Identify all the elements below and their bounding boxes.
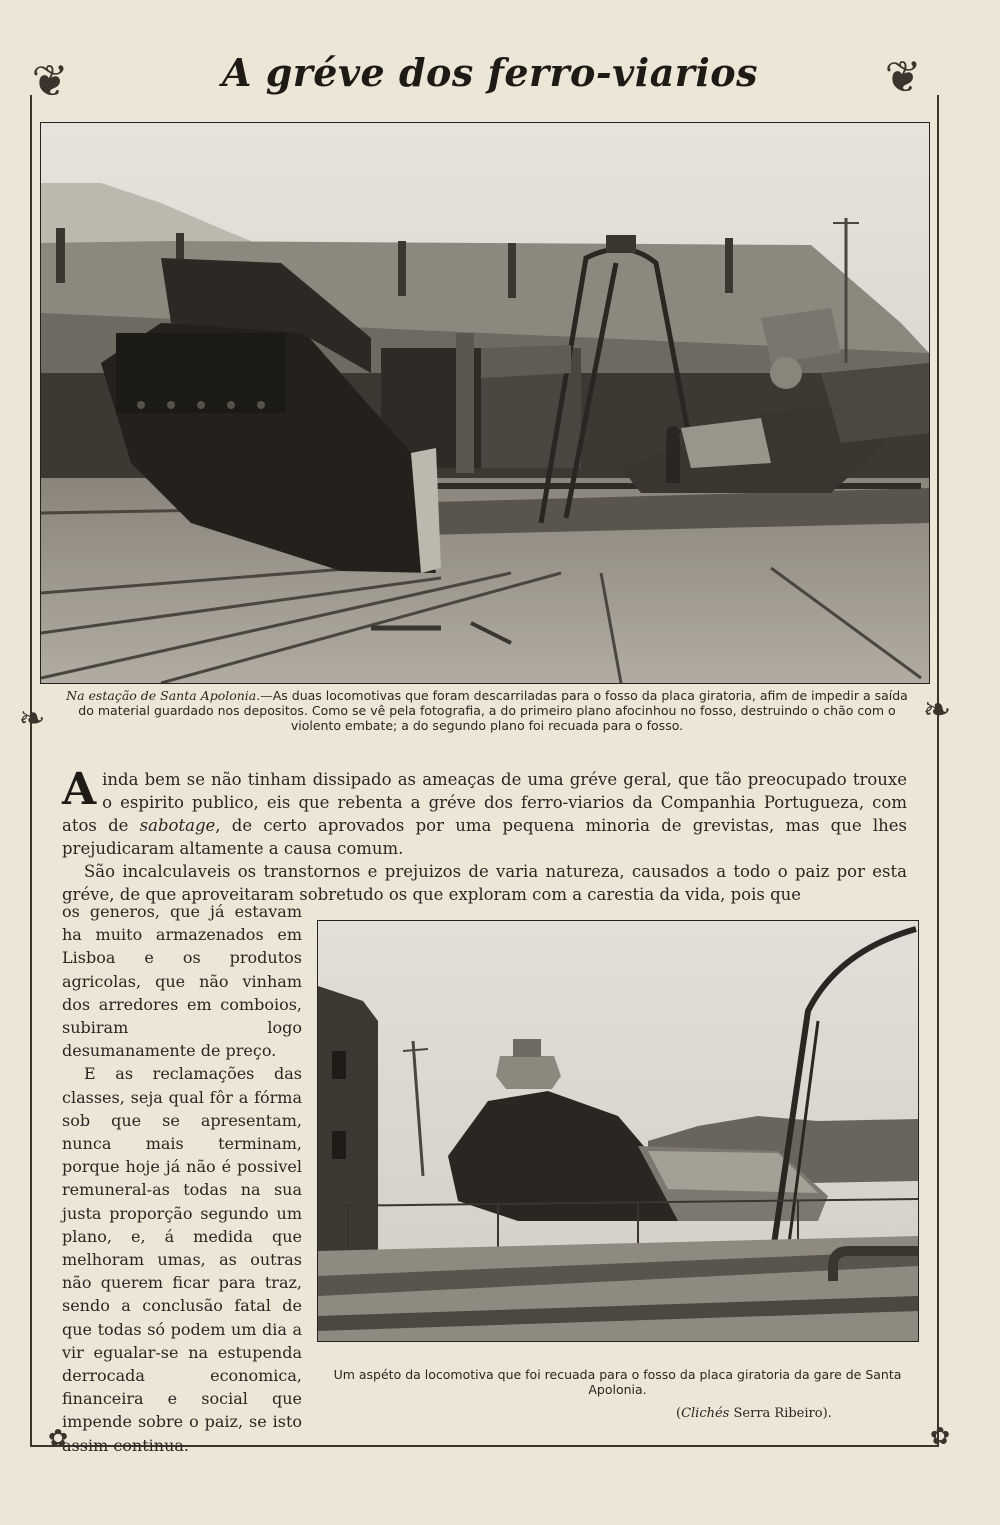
caption-text: As duas locomotivas que foram descarriladas para o fosso da placa giratoria, afim de impedir a saída do material guardado nos depositos. Como se vê pela fotografia, a do primeiro plano afocinhou no fosso, destruindo o chão com o violento embate; a do segundo plano foi recuada para o fosso.: [78, 688, 908, 733]
photo-santa-apolonia-roundhouse: [40, 122, 930, 684]
paragraph: São incalculaveis os transtornos e prejuizos de varia natureza, causados a todo o paiz por esta gréve, de que aproveitaram sobretudo os que exploram com a carestia da vida, pois que: [62, 862, 907, 904]
scroll-ornament-icon: ❧: [922, 690, 952, 730]
scroll-ornament-icon: ✿: [929, 1422, 951, 1450]
paragraph-text: inda bem se não tinham dissipado as ameaças de uma gréve geral, que tão preocupado trouxe o espirito publico, eis que rebenta a gréve dos ferro-viarios da Companhia Portugueza, com atos de: [62, 770, 907, 835]
article-intro: [62, 764, 907, 906]
scroll-ornament-icon: ❦: [31, 56, 69, 107]
emphasis-text: sabotage: [139, 816, 216, 835]
photo-credit: (Clichés Serra Ribeiro).: [676, 1406, 832, 1421]
photo-locomotive-turntable: [317, 920, 919, 1342]
drop-cap: A: [62, 764, 97, 815]
article-column: [62, 900, 302, 1457]
paragraph-text: , de certo aprovados por uma pequena minoria de grevistas, mas que lhes prejudicaram altamente a causa comum.: [62, 816, 907, 858]
scroll-ornament-icon: ❧: [18, 699, 46, 737]
page-title: A gréve dos ferro-viarios: [221, 50, 759, 95]
caption-lead: Na estação de Santa Apolonia.—: [66, 688, 273, 703]
photo2-caption: Um aspéto da locomotiva que foi recuada para o fosso da placa giratoria da gare de Santa Apolonia.: [333, 1367, 902, 1397]
scroll-ornament-icon: ✿: [47, 1424, 69, 1452]
credit-label: Clichés: [681, 1406, 730, 1421]
credit-name: Serra Ribeiro: [733, 1406, 823, 1421]
paragraph: [62, 764, 907, 860]
paragraph: os generos, que já estavam ha muito armazenados em Lisboa e os produtos agricolas, que não vinham dos arredores em comboios, subiram logo desumanamente de preço.: [62, 902, 302, 1061]
paragraph: E as reclamações das classes, seja qual fôr a fórma sob que se apresentam, nunca mais terminam, porque hoje já não é possivel remuneral-as todas na sua justa proporção segundo um plano, e, á medida que melhoram umas, as outras não querem ficar para traz, sendo a conclusão fatal de que todas só podem um dia a vir egualar-se na estupenda derrocada economica, financeira e social que impende sobre o paiz, se isto assim continua.: [62, 1064, 302, 1455]
scroll-ornament-icon: ❦: [884, 52, 922, 103]
photo1-caption: [62, 688, 912, 733]
